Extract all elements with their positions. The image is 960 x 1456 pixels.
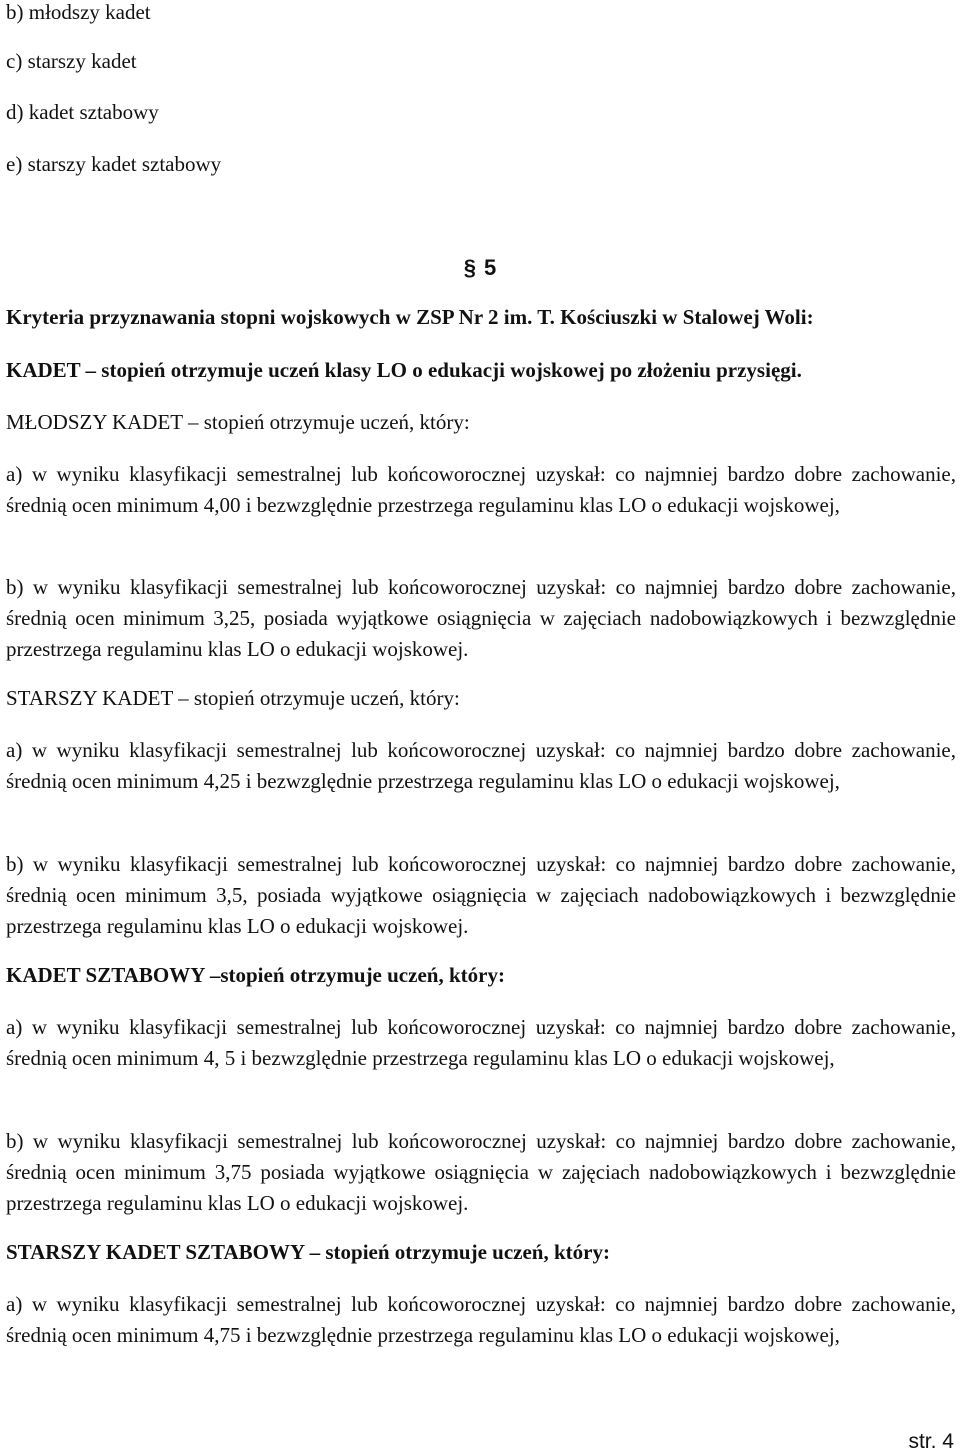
kadet-sztabowy-criterion-a: a) w wyniku klasyfikacji semestralnej lub końcoworocznej uzyskał: co najmniej bardzo dobre zachowanie, średnią ocen minimum 4, 5 i bezwzględnie przestrzega regulaminu klas LO o edukacji wojskowej,	[6, 1015, 956, 1070]
starszy-kadet-heading: STARSZY KADET – stopień otrzymuje uczeń, który:	[6, 686, 460, 710]
section-number	[0, 255, 960, 281]
starszy-kadet-criterion-a: a) w wyniku klasyfikacji semestralnej lub końcoworocznej uzyskał: co najmniej bardzo dobre zachowanie, średnią ocen minimum 4,25 i bezwzględnie przestrzega regulaminu klas LO o edukacji wojskowej,	[6, 738, 956, 793]
list-item-starszy-kadet: c) starszy kadet	[6, 49, 137, 73]
starszy-kadet-sztabowy-heading: STARSZY KADET SZTABOWY – stopień otrzymuje uczeń, który:	[6, 1240, 610, 1264]
mlodszy-kadet-heading: MŁODSZY KADET – stopień otrzymuje uczeń, który:	[6, 410, 470, 434]
starszy-kadet-sztabowy-criterion-a: a) w wyniku klasyfikacji semestralnej lub końcoworocznej uzyskał: co najmniej bardzo dobre zachowanie, średnią ocen minimum 4,75 i bezwzględnie przestrzega regulaminu klas LO o edukacji wojskowej,	[6, 1292, 956, 1347]
criteria-title: Kryteria przyznawania stopni wojskowych w ZSP Nr 2 im. T. Kościuszki w Stalowej Woli:	[6, 305, 814, 329]
kadet-sztabowy-criterion-b: b) w wyniku klasyfikacji semestralnej lub końcoworocznej uzyskał: co najmniej bardzo dobre zachowanie, średnią ocen minimum 3,75 posiada wyjątkowe osiągnięcia w zajęciach nadobowiązkowych i bezwzględnie przestrzega regulaminu klas LO o edukacji wojskowej.	[6, 1129, 956, 1215]
list-item-mlodszy-kadet: b) młodszy kadet	[6, 0, 151, 24]
section-symbol: §	[463, 255, 476, 280]
list-item-kadet-sztabowy: d) kadet sztabowy	[6, 100, 159, 124]
kadet-sztabowy-heading: KADET SZTABOWY –stopień otrzymuje uczeń, który:	[6, 963, 505, 987]
page-number: str. 4	[908, 1430, 954, 1453]
mlodszy-kadet-criterion-a: a) w wyniku klasyfikacji semestralnej lub końcoworocznej uzyskał: co najmniej bardzo dobre zachowanie, średnią ocen minimum 4,00 i bezwzględnie przestrzega regulaminu klas LO o edukacji wojskowej,	[6, 462, 956, 517]
starszy-kadet-criterion-b: b) w wyniku klasyfikacji semestralnej lub końcoworocznej uzyskał: co najmniej bardzo dobre zachowanie, średnią ocen minimum 3,5, posiada wyjątkowe osiągnięcia w zajęciach nadobowiązkowych i bezwzględnie przestrzega regulaminu klas LO o edukacji wojskowej.	[6, 852, 956, 938]
list-item-starszy-kadet-sztabowy: e) starszy kadet sztabowy	[6, 152, 222, 176]
section-number-value: 5	[484, 255, 497, 280]
mlodszy-kadet-criterion-b: b) w wyniku klasyfikacji semestralnej lub końcoworocznej uzyskał: co najmniej bardzo dobre zachowanie, średnią ocen minimum 3,25, posiada wyjątkowe osiągnięcia w zajęciach nadobowiązkowych i bezwzględnie przestrzega regulaminu klas LO o edukacji wojskowej.	[6, 575, 956, 661]
kadet-definition: KADET – stopień otrzymuje uczeń klasy LO o edukacji wojskowej po złożeniu przysięgi.	[6, 358, 802, 382]
